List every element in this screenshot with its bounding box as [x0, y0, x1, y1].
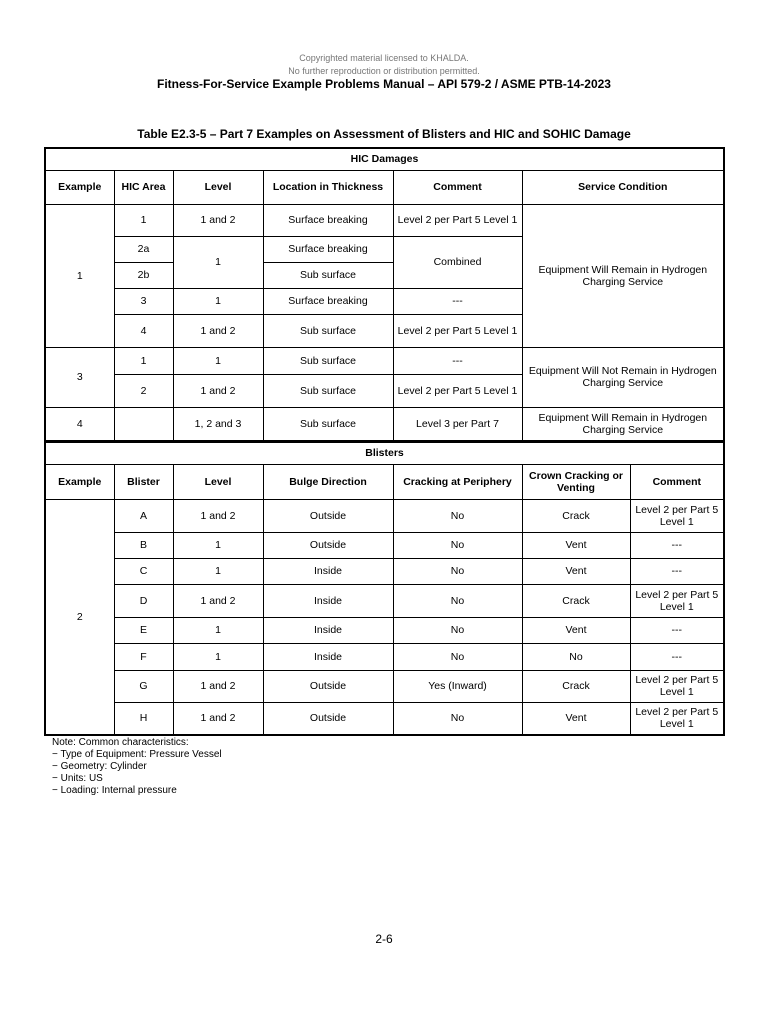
cell: No [522, 643, 630, 670]
cell: No [393, 617, 522, 643]
cell: No [393, 499, 522, 532]
col-header: Crown Cracking or Venting [522, 464, 630, 499]
cell: 4 [114, 314, 173, 347]
cell: Combined [393, 236, 522, 288]
cell: --- [630, 558, 724, 584]
cell: Crack [522, 499, 630, 532]
cell: Level 3 per Part 7 [393, 407, 522, 441]
col-header: Example [45, 464, 114, 499]
cell: Outside [263, 499, 393, 532]
cell: D [114, 584, 173, 617]
blisters-table [44, 441, 725, 736]
col-header: Example [45, 170, 114, 204]
cell: 1 and 2 [173, 374, 263, 407]
col-header: HIC Area [114, 170, 173, 204]
cell: 3 [114, 288, 173, 314]
cell: Level 2 per Part 5 Level 1 [393, 204, 522, 236]
cell: 1 and 2 [173, 204, 263, 236]
note-line: − Units: US [52, 773, 103, 784]
cell: Yes (Inward) [393, 670, 522, 702]
note-line: − Geometry: Cylinder [52, 761, 147, 772]
note-line: − Loading: Internal pressure [52, 785, 177, 796]
cell: --- [393, 347, 522, 374]
cell: Level 2 per Part 5 Level 1 [630, 702, 724, 735]
service-condition-cell: Equipment Will Not Remain in Hydrogen Charging Service [522, 347, 724, 407]
cell: Vent [522, 558, 630, 584]
cell: Inside [263, 617, 393, 643]
cell: 1 and 2 [173, 314, 263, 347]
cell: 2 [114, 374, 173, 407]
service-condition-cell: Equipment Will Remain in Hydrogen Charging Service [522, 407, 724, 441]
cell: E [114, 617, 173, 643]
example-cell: 2 [45, 499, 114, 735]
cell: No [393, 643, 522, 670]
cell: 1 and 2 [173, 702, 263, 735]
cell: 1 and 2 [173, 584, 263, 617]
cell: Crack [522, 670, 630, 702]
cell: Level 2 per Part 5 Level 1 [630, 499, 724, 532]
page-number: 2-6 [375, 932, 393, 946]
cell: --- [630, 617, 724, 643]
cell: --- [393, 288, 522, 314]
cell: --- [630, 643, 724, 670]
cell: B [114, 532, 173, 558]
hic-damages-table [44, 147, 725, 442]
cell: Surface breaking [263, 204, 393, 236]
example-cell: 4 [45, 407, 114, 441]
hic-section-title: HIC Damages [45, 148, 724, 170]
cell: Level 2 per Part 5 Level 1 [630, 584, 724, 617]
example-cell: 3 [45, 347, 114, 407]
cell: 1 [114, 204, 173, 236]
col-header: Blister [114, 464, 173, 499]
cell: 1 [173, 617, 263, 643]
table-caption: Table E2.3-5 – Part 7 Examples on Assessment of Blisters and HIC and SOHIC Damage [137, 127, 631, 141]
cell: Inside [263, 584, 393, 617]
cell: Outside [263, 670, 393, 702]
cell: Outside [263, 702, 393, 735]
cell: 2b [114, 262, 173, 288]
cell: No [393, 702, 522, 735]
service-condition-cell: Equipment Will Remain in Hydrogen Charging Service [522, 204, 724, 347]
cell: Crack [522, 584, 630, 617]
col-header: Comment [393, 170, 522, 204]
cell: Vent [522, 617, 630, 643]
col-header: Level [173, 170, 263, 204]
note-block [52, 737, 222, 797]
cell: Sub surface [263, 347, 393, 374]
col-header: Level [173, 464, 263, 499]
cell: F [114, 643, 173, 670]
cell [114, 407, 173, 441]
cell: Level 2 per Part 5 Level 1 [393, 374, 522, 407]
page-header: Fitness-For-Service Example Problems Manual – API 579-2 / ASME PTB-14-2023 [157, 77, 611, 91]
cell: H [114, 702, 173, 735]
cell: G [114, 670, 173, 702]
cell: 1 and 2 [173, 499, 263, 532]
col-header: Bulge Direction [263, 464, 393, 499]
cell: C [114, 558, 173, 584]
cell: 1 [173, 236, 263, 288]
cell: No [393, 558, 522, 584]
blisters-section-title: Blisters [45, 442, 724, 464]
cell: Level 2 per Part 5 Level 1 [393, 314, 522, 347]
cell: 1, 2 and 3 [173, 407, 263, 441]
cell: Level 2 per Part 5 Level 1 [630, 670, 724, 702]
cell: Inside [263, 643, 393, 670]
cell: 1 [114, 347, 173, 374]
col-header: Location in Thickness [263, 170, 393, 204]
cell: 1 [173, 558, 263, 584]
cell: Surface breaking [263, 288, 393, 314]
cell: Sub surface [263, 262, 393, 288]
note-line: − Type of Equipment: Pressure Vessel [52, 749, 222, 760]
col-header: Comment [630, 464, 724, 499]
watermark-line-1: Copyrighted material licensed to KHALDA. [299, 53, 469, 63]
cell: --- [630, 532, 724, 558]
cell: 1 and 2 [173, 670, 263, 702]
cell: 2a [114, 236, 173, 262]
cell: No [393, 584, 522, 617]
cell: 1 [173, 643, 263, 670]
cell: Sub surface [263, 374, 393, 407]
cell: Sub surface [263, 314, 393, 347]
cell: 1 [173, 288, 263, 314]
cell: 1 [173, 532, 263, 558]
cell: Sub surface [263, 407, 393, 441]
cell: Inside [263, 558, 393, 584]
example-cell: 1 [45, 204, 114, 347]
watermark-line-2: No further reproduction or distribution permitted. [288, 66, 480, 76]
cell: Outside [263, 532, 393, 558]
cell: Vent [522, 702, 630, 735]
cell: 1 [173, 347, 263, 374]
cell: Vent [522, 532, 630, 558]
cell: Surface breaking [263, 236, 393, 262]
note-line: Note: Common characteristics: [52, 737, 189, 748]
cell: No [393, 532, 522, 558]
col-header: Service Condition [522, 170, 724, 204]
col-header: Cracking at Periphery [393, 464, 522, 499]
cell: A [114, 499, 173, 532]
